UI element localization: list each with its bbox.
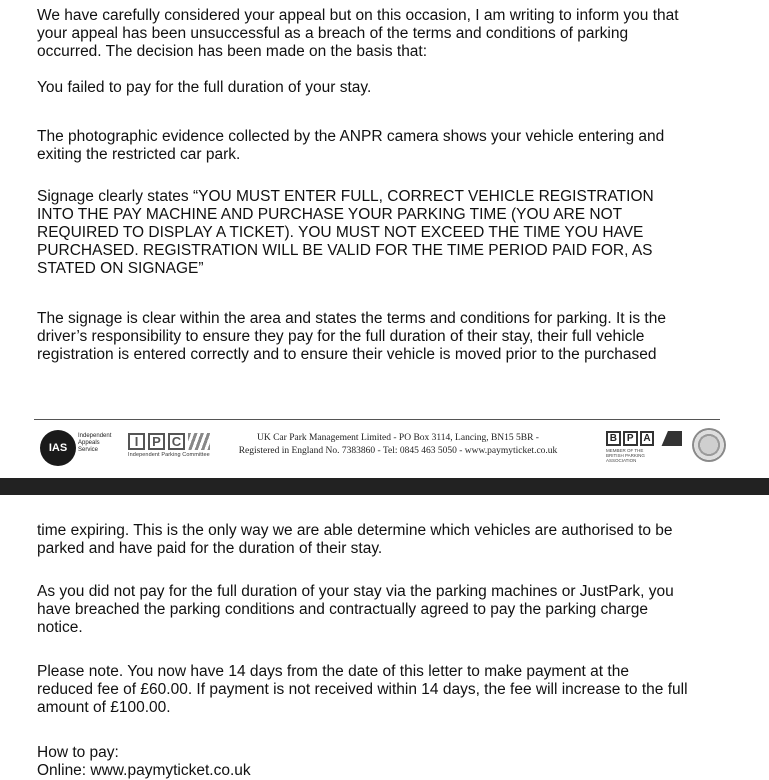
company-address-line: UK Car Park Management Limited - PO Box 3114, Lancing, BN15 5BR - [257, 433, 539, 443]
letter-page-2 [0, 495, 769, 779]
paragraph-failed-to-pay: You failed to pay for the full duration of your stay. [37, 79, 372, 96]
accreditation-seal-icon [692, 428, 726, 462]
paragraph-signage-clear: The signage is clear within the area and states the terms and conditions for parking. It is the driver’s responsibility to ensure they pay for the full duration of their stay, their full vehicle registration is entered correctly and to ensure their vehicle is moved prior to the purchased [37, 310, 666, 363]
bpa-letter-b: B [606, 431, 621, 446]
ias-logo-text: Independent Appeals Service [78, 433, 112, 453]
bpa-caption: MEMBER OF THE BRITISH PARKING ASSOCIATION [606, 448, 645, 463]
ipc-logo [128, 433, 248, 467]
paragraph-how-to-pay: How to pay: [37, 744, 119, 761]
paragraph-payment-notice: Please note. You now have 14 days from the date of this letter to make payment at the reduced fee of £60.00. If payment is not received within 14 days, the fee will increase to the full amount of £100.00. [37, 663, 688, 716]
paragraph-appeal-decision: We have carefully considered your appeal but on this occasion, I am writing to inform you that your appeal has been unsuccessful as a breach of the terms and conditions of parking occurred. The decision has been made on the basis that: [37, 7, 679, 60]
footer-divider [34, 419, 720, 420]
company-details [232, 432, 564, 458]
ipc-letter-p: P [148, 433, 165, 450]
ipc-caption: Independent Parking Committee [128, 452, 210, 458]
page-separator [0, 478, 769, 495]
ipc-stripes-icon [188, 433, 210, 450]
paragraph-time-expiring: time expiring. This is the only way we are able determine which vehicles are authorised to be parked and have paid for the duration of their stay. [37, 522, 673, 557]
bpa-letter-a: A [640, 431, 655, 446]
ipc-letter-i: I [128, 433, 145, 450]
company-registration-line: Registered in England No. 7383860 - Tel: 0845 463 5050 - www.paymyticket.co.uk [238, 446, 558, 456]
paragraph-anpr-evidence: The photographic evidence collected by the ANPR camera shows your vehicle entering and exiting the restricted car park. [37, 128, 665, 163]
paragraph-signage-quote: Signage clearly states “YOU MUST ENTER FULL, CORRECT VEHICLE REGISTRATION INTO THE PAY MACHINE AND PURCHASE YOUR PARKING TIME (YOU ARE NOT REQUIRED TO DISPLAY A TICKET). YOU MUST NOT EXCEED THE TIME YOU HAVE PURCHASED. REGISTRATION WILL BE VALID FOR THE TIME PERIOD PAID FOR, AS STATED ON SIGNAGE” [37, 188, 654, 277]
bpa-logo [606, 431, 682, 465]
ias-logo: IAS [40, 430, 76, 466]
paragraph-breach: As you did not pay for the full duration of your stay via the parking machines or JustPark, you have breached the parking conditions and contractually agreed to pay the parking charge notice. [37, 583, 674, 636]
paragraph-online-payment: Online: www.paymyticket.co.uk [37, 762, 251, 779]
letter-footer [34, 424, 724, 468]
ipc-letter-c: C [168, 433, 185, 450]
bpa-stripes-icon [656, 431, 682, 446]
bpa-letter-p: P [623, 431, 638, 446]
